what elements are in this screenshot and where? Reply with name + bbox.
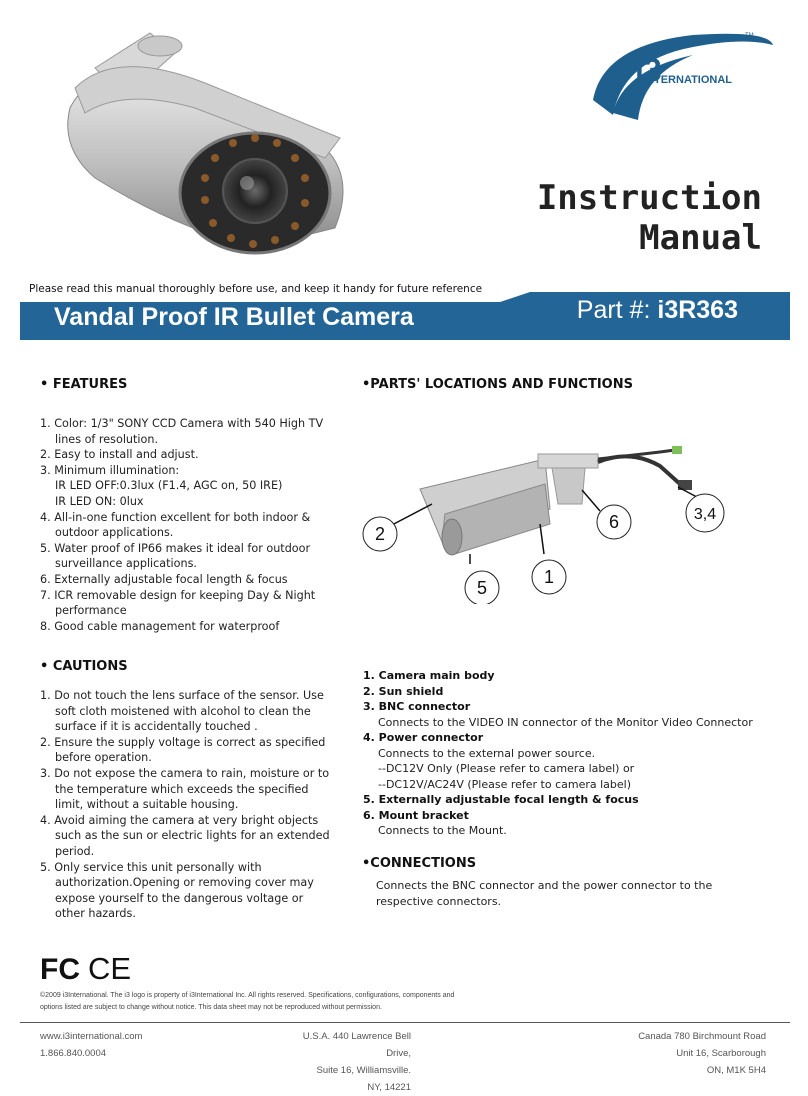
list-item: 2. Easy to install and adjust.: [40, 448, 199, 462]
list-item: 3. Minimum illumination:: [40, 463, 180, 477]
callout-1: 1: [543, 567, 555, 587]
part-item-label: 6. Mount bracket: [363, 808, 469, 822]
parts-diagram: [360, 404, 730, 604]
cautions-list: [40, 688, 335, 922]
footer-contact: [40, 1028, 142, 1062]
parts-heading: •PARTS' LOCATIONS AND FUNCTIONS: [362, 377, 633, 392]
footer-usa-address: U.S.A. 440 Lawrence Bell Drive, Suite 16, Williamsville. NY, 14221: [302, 1031, 411, 1093]
list-item: IR LED OFF:0.3lux (F1.4, AGC on, 50 IRE): [55, 479, 283, 493]
part-item-desc: Connects to the Mount.: [378, 824, 507, 837]
phone-number: 1.866.840.0004: [40, 1048, 107, 1059]
list-item: IR LED ON: 0lux: [55, 494, 144, 508]
part-item-label: 3. BNC connector: [363, 700, 471, 713]
fcc-logo: FC: [40, 953, 80, 984]
list-item: 5. Only service this unit personally with authorization.Opening or removing cover may expose yourself to the dangerous voltage or other hazards.: [40, 860, 314, 921]
legal-notice: ©2009 i3International. The i3 logo is property of i3International Inc. All rights reserved. Specifications, configurations, components and options listed are subject to change without notice. This data sheet may not be reproduced without permission.: [40, 992, 455, 1011]
connections-heading: •CONNECTIONS: [362, 856, 477, 871]
callout-2: 2: [374, 524, 386, 544]
part-item-desc: Connects to the external power source.: [378, 746, 596, 760]
ce-mark: CE: [88, 951, 130, 984]
footer-canada-address: Canada 780 Birchmount Road Unit 16, Scarborough ON, M1K 5H4: [638, 1031, 766, 1076]
product-name: Vandal Proof IR Bullet Camera: [54, 303, 414, 331]
trademark: TM: [745, 33, 754, 39]
part-item-desc: --DC12V Only (Please refer to camera label) or: [378, 762, 635, 775]
features-list: [40, 416, 330, 634]
part-item-label: 4. Power connector: [363, 731, 484, 744]
list-item: 4. Avoid aiming the camera at very bright objects such as the sun or electric lights for an extended period.: [40, 813, 330, 858]
part-item-desc: Connects to the VIDEO IN connector of the Monitor Video Connector: [378, 715, 753, 729]
cautions-heading: • CAUTIONS: [40, 659, 128, 674]
parts-list: [363, 668, 783, 839]
list-item: 8. Good cable management for waterproof: [40, 619, 280, 633]
read-manual-note: Please read this manual thoroughly before use, and keep it handy for future reference: [29, 283, 483, 295]
camera-photo: [55, 28, 355, 263]
callout-6: 6: [608, 512, 620, 532]
footer-divider: [20, 1022, 790, 1023]
callout-3-4: 3,4: [693, 506, 717, 523]
list-item: 2. Ensure the supply voltage is correct as specified before operation.: [40, 735, 326, 765]
i3-international-logo: [583, 25, 783, 135]
list-item: 7. ICR removable design for keeping Day & Night performance: [40, 588, 316, 618]
connections-text: Connects the BNC connector and the power connector to the respective connectors.: [376, 879, 713, 908]
page-title: Instruction Manual: [536, 178, 762, 258]
list-item: 5. Water proof of IP66 makes it ideal for outdoor surveillance applications.: [40, 541, 311, 571]
part-number: Part #: i3R363: [576, 296, 738, 324]
part-item-desc: --DC12V/AC24V (Please refer to camera label): [378, 777, 632, 791]
part-item-label: 5. Externally adjustable focal length & focus: [363, 793, 639, 806]
list-item: 6. Externally adjustable focal length & focus: [40, 572, 288, 586]
part-item-label: 1. Camera main body: [363, 669, 495, 682]
list-item: 3. Do not expose the camera to rain, moisture or to the temperature which exceeds the specified limit, without a suitable housing.: [40, 766, 330, 812]
logo-wordmark: INTERNATIONAL: [643, 74, 733, 86]
website-link: www.i3international.com: [40, 1031, 143, 1042]
certification-marks: [40, 950, 130, 984]
features-heading: • FEATURES: [40, 377, 128, 392]
list-item: 1. Do not touch the lens surface of the sensor. Use soft cloth moistened with alcohol to clean the surface if it is accidentally touched .: [40, 689, 324, 734]
list-item: 4. All-in-one function excellent for both indoor & outdoor applications.: [40, 510, 311, 540]
callout-5: 5: [476, 578, 488, 598]
list-item: 1. Color: 1/3" SONY CCD Camera with 540 High TV lines of resolution.: [40, 417, 324, 446]
part-item-label: 2. Sun shield: [363, 684, 444, 698]
logo-mark: i3: [635, 52, 662, 88]
